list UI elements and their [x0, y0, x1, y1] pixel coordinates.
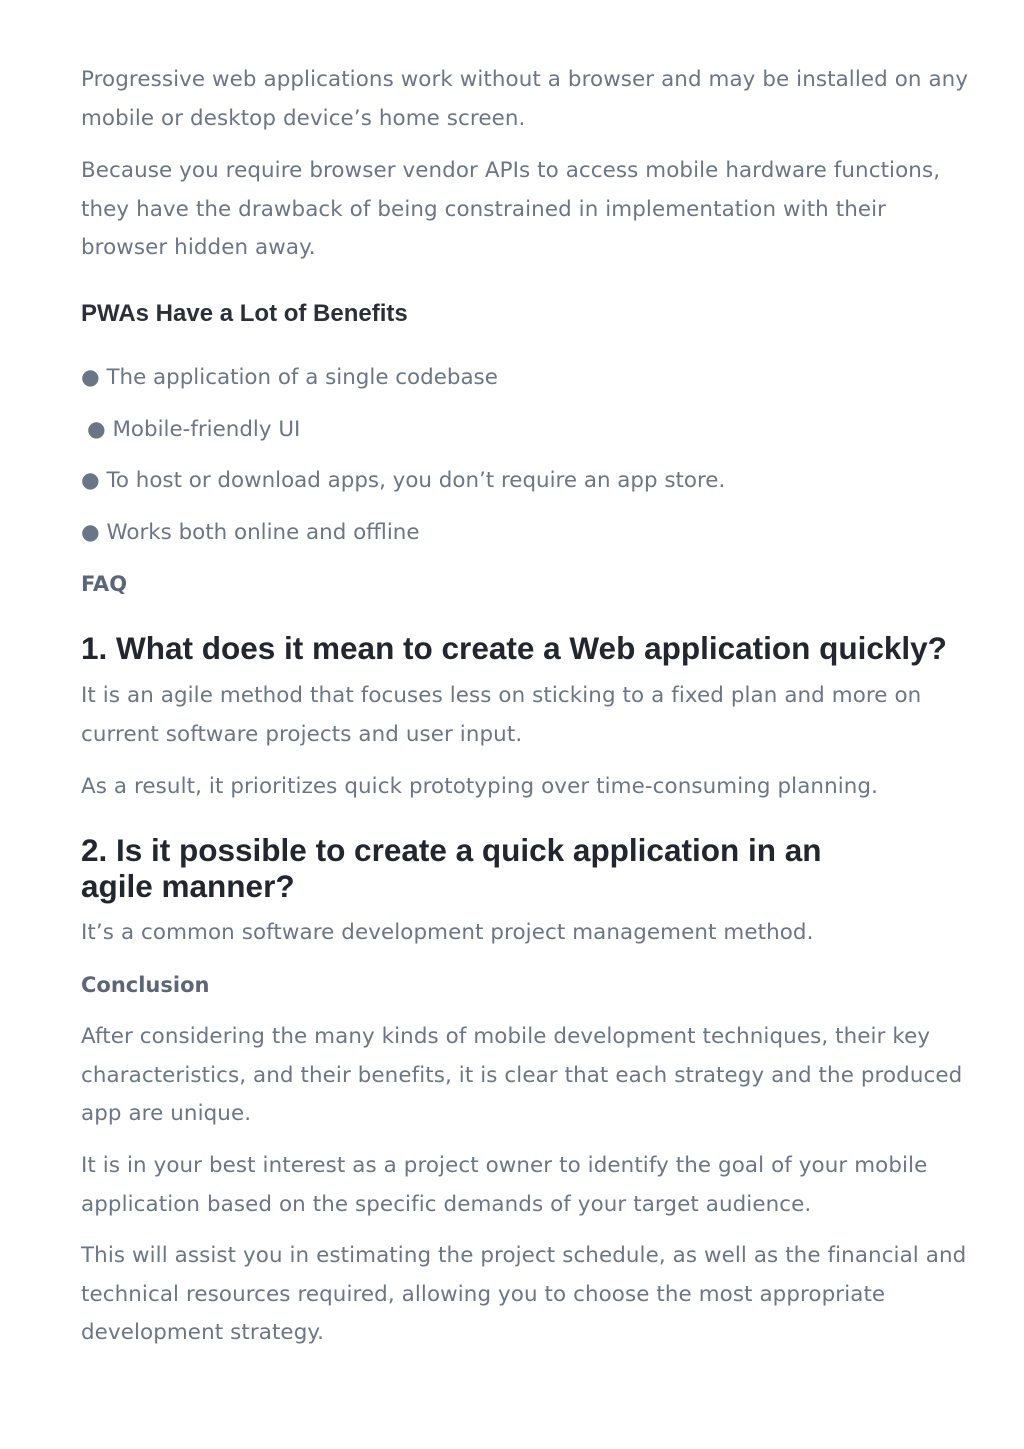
- faq-answer-2-paragraph-1: It’s a common software development project management method.: [81, 920, 814, 945]
- faq-label: FAQ: [81, 572, 128, 596]
- list-item: ● Works both online and offline: [81, 520, 420, 545]
- benefits-heading: PWAs Have a Lot of Benefits: [81, 300, 408, 327]
- intro-paragraph-2: Because you require browser vendor APIs to access mobile hardware functions, they have the drawback of being constrained in implementation with their browser hidden away.: [81, 158, 941, 261]
- list-item: ● Mobile-friendly UI: [87, 417, 301, 442]
- conclusion-paragraph-1: After considering the many kinds of mobile development techniques, their key characteristics, and their benefits, it is clear that each strategy and the produced app are unique.: [81, 1024, 963, 1127]
- conclusion-paragraph-3: This will assist you in estimating the project schedule, as well as the financial and technical resources required, allowing you to choose the most appropriate development strategy.: [81, 1243, 967, 1346]
- faq-question-1: 1. What does it mean to create a Web application quickly?: [81, 630, 947, 666]
- faq-question-2: 2. Is it possible to create a quick application in an agile manner?: [81, 832, 822, 904]
- list-item: ● The application of a single codebase: [81, 365, 498, 390]
- conclusion-paragraph-2: It is in your best interest as a project owner to identify the goal of your mobile application based on the specific demands of your target audience.: [81, 1153, 928, 1217]
- faq-answer-1-paragraph-1: It is an agile method that focuses less on sticking to a fixed plan and more on current software projects and user input.: [81, 683, 922, 747]
- conclusion-label: Conclusion: [81, 973, 210, 997]
- list-item: ● To host or download apps, you don’t require an app store.: [81, 468, 726, 493]
- intro-paragraph-1: Progressive web applications work without a browser and may be installed on any mobile or desktop device’s home screen.: [81, 67, 969, 131]
- faq-answer-1-paragraph-2: As a result, it prioritizes quick prototyping over time-consuming planning.: [81, 774, 879, 799]
